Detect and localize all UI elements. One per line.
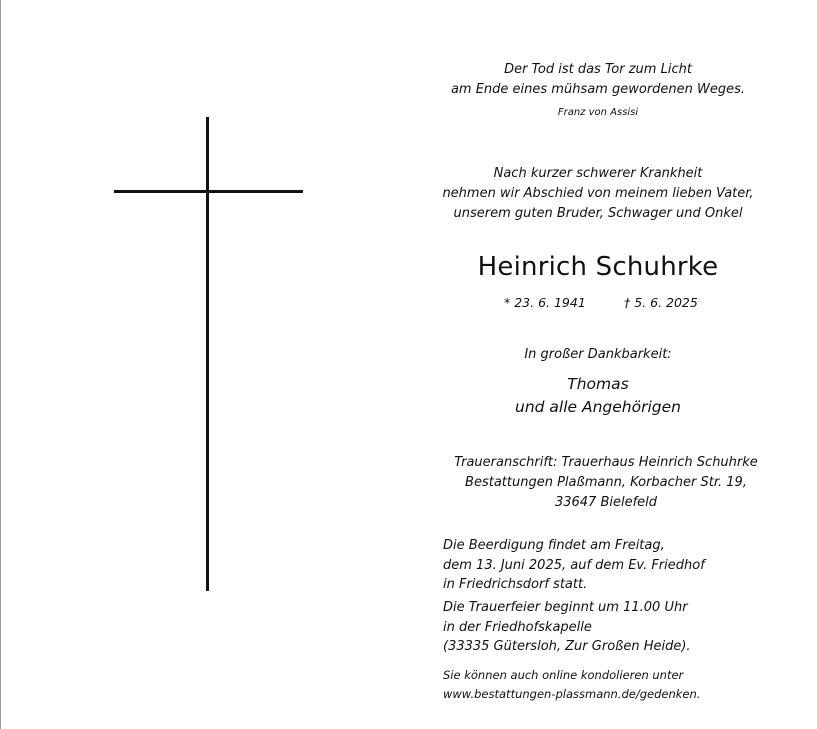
service-line: in der Friedhofskapelle [443, 619, 592, 635]
mourning-address [448, 453, 764, 513]
quote-line: am Ende eines mühsam gewordenen Weges. [450, 82, 746, 97]
mourners-heading: In großer Dankbarkeit: [524, 347, 672, 362]
mourner-line: Thomas [567, 375, 629, 393]
service-line: Die Trauerfeier beginnt um 11.00 Uhr [443, 600, 688, 615]
intro-line: nehmen wir Abschied von meinem lieben Vater, [442, 186, 754, 201]
mourner-line: und alle Angehörigen [515, 398, 681, 416]
cross-horizontal-bar [114, 190, 303, 193]
address-line: Traueranschrift: Trauerhaus Heinrich Schuhrke [454, 455, 758, 470]
deceased-name: Heinrich Schuhrke [477, 252, 719, 282]
quote-author: Franz von Assisi [557, 107, 639, 118]
intro-line: unserem guten Bruder, Schwager und Onkel [453, 206, 743, 221]
online-condolence [443, 666, 763, 703]
online-link: www.bestattungen-plassmann.de/gedenken. [443, 686, 701, 701]
funeral-line: in Friedrichsdorf statt. [443, 577, 588, 592]
birth-date: * 23. 6. 1941 [504, 295, 586, 310]
intro-line: Nach kurzer schwerer Krankheit [493, 166, 703, 181]
funeral-line: dem 13. Juni 2025, auf dem Ev. Friedhof [443, 557, 705, 573]
page-border [0, 0, 1, 729]
mourners-list [440, 373, 756, 419]
death-date: † 5. 6. 2025 [624, 295, 698, 310]
funeral-line: Die Beerdigung findet am Freitag, [443, 538, 665, 553]
service-info [443, 598, 763, 657]
cross-vertical-bar [206, 117, 209, 591]
quote [440, 60, 756, 100]
address-line: Bestattungen Plaßmann, Korbacher Str. 19, [465, 475, 747, 490]
address-line: 33647 Bielefeld [554, 495, 658, 510]
funeral-info [443, 536, 763, 595]
online-line: Sie können auch online kondolieren unter [443, 668, 684, 682]
service-line: (33335 Gütersloh, Zur Großen Heide). [443, 639, 691, 654]
intro-text [440, 164, 756, 224]
quote-line: Der Tod ist das Tor zum Licht [504, 62, 692, 77]
